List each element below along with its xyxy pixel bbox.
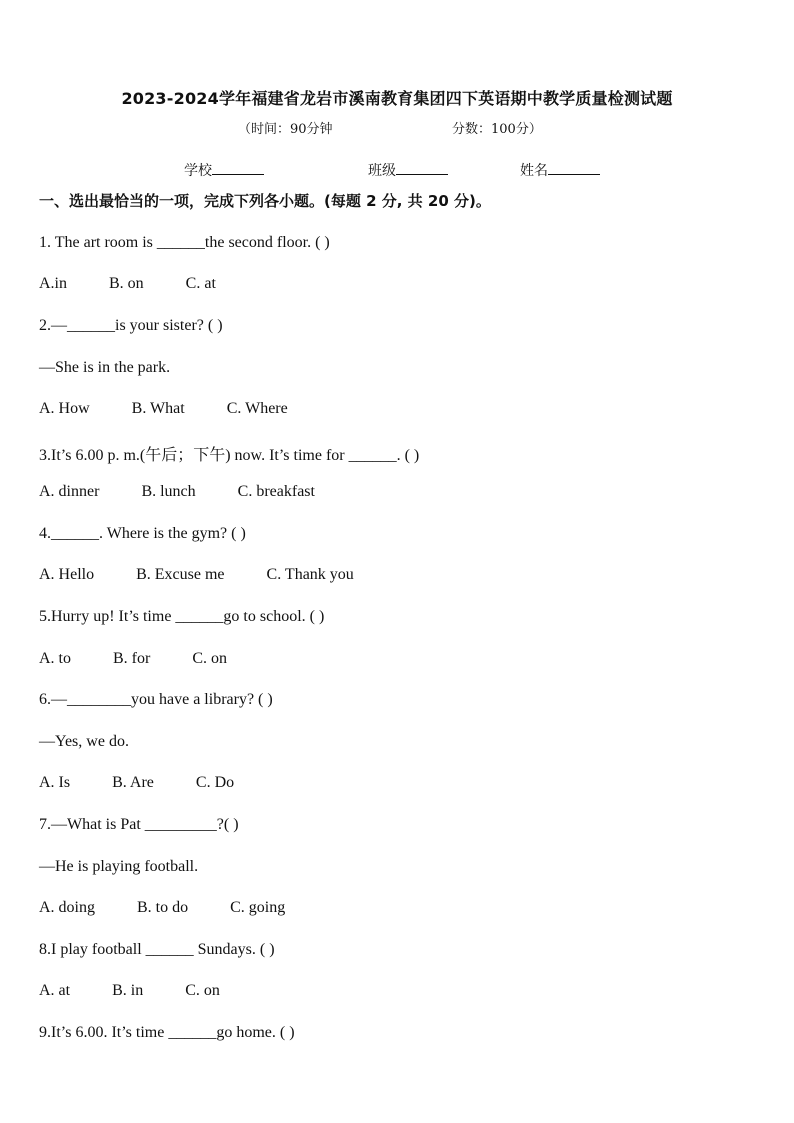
question-6: 6.—________you have a library? ( ) <box>39 691 273 708</box>
school-field <box>184 160 264 180</box>
option-8b[interactable]: B. in <box>112 982 144 999</box>
options-2 <box>39 400 326 418</box>
options-5 <box>39 650 265 668</box>
options-7 <box>39 899 323 917</box>
question-5: 5.Hurry up! It’s time ______go to school. ( ) <box>39 608 325 625</box>
option-7a[interactable]: A. doing <box>39 899 95 916</box>
exam-title: 2023-2024学年福建省龙岩市溪南教育集团四下英语期中教学质量检测试题 <box>121 89 673 108</box>
option-3a[interactable]: A. dinner <box>39 483 100 500</box>
option-3c[interactable]: C. breakfast <box>237 483 315 500</box>
question-3: 3.It’s 6.00 p. m.(午后；下午) now. It’s time for ______. ( ) <box>39 447 420 464</box>
option-2a[interactable]: A. How <box>39 400 90 417</box>
question-2: 2.—______is your sister? ( ) <box>39 317 223 334</box>
option-7c[interactable]: C. going <box>230 899 286 916</box>
option-5a[interactable]: A. to <box>39 650 71 667</box>
option-2c[interactable]: C. Where <box>226 400 288 417</box>
section-heading: 一、选出最恰当的一项，完成下列各小题。(每题 2 分, 共 20 分)。 <box>39 192 491 210</box>
option-1a[interactable]: A.in <box>39 275 67 292</box>
question-7: 7.—What is Pat _________?( ) <box>39 816 239 833</box>
class-label: 班级 <box>368 163 396 179</box>
option-1b[interactable]: B. on <box>109 275 144 292</box>
option-5c[interactable]: C. on <box>192 650 227 667</box>
question-4: 4.______. Where is the gym? ( ) <box>39 525 246 542</box>
option-8c[interactable]: C. on <box>185 982 220 999</box>
options-8 <box>39 982 258 1000</box>
question-6-answer: —Yes, we do. <box>39 733 129 750</box>
option-4c[interactable]: C. Thank you <box>266 566 354 583</box>
option-1c[interactable]: C. at <box>185 275 216 292</box>
option-3b[interactable]: B. lunch <box>141 483 196 500</box>
option-6a[interactable]: A. Is <box>39 774 71 791</box>
class-blank[interactable] <box>396 160 448 175</box>
exam-time: （时间：90分钟 <box>238 122 333 137</box>
option-2b[interactable]: B. What <box>131 400 185 417</box>
name-label: 姓名 <box>520 163 548 179</box>
school-label: 学校 <box>184 163 212 179</box>
option-4a[interactable]: A. Hello <box>39 566 95 583</box>
option-6c[interactable]: C. Do <box>195 774 235 791</box>
question-2-answer: —She is in the park. <box>39 359 171 376</box>
options-3 <box>39 483 353 501</box>
option-7b[interactable]: B. to do <box>137 899 189 916</box>
class-field <box>368 160 448 180</box>
option-6b[interactable]: B. Are <box>112 774 154 791</box>
options-1 <box>39 275 254 293</box>
name-blank[interactable] <box>548 160 600 175</box>
option-8a[interactable]: A. at <box>39 982 71 999</box>
question-8: 8.I play football ______ Sundays. ( ) <box>39 941 275 958</box>
question-1: 1. The art room is ______the second floor. ( ) <box>39 234 330 251</box>
name-field <box>520 160 600 180</box>
exam-score: 分数：100分） <box>452 122 542 137</box>
options-4 <box>39 566 392 584</box>
option-5b[interactable]: B. for <box>113 650 151 667</box>
question-7-answer: —He is playing football. <box>39 858 199 875</box>
school-blank[interactable] <box>212 160 264 175</box>
options-6 <box>39 774 272 792</box>
option-4b[interactable]: B. Excuse me <box>136 566 225 583</box>
question-9: 9.It’s 6.00. It’s time ______go home. ( ) <box>39 1024 295 1041</box>
